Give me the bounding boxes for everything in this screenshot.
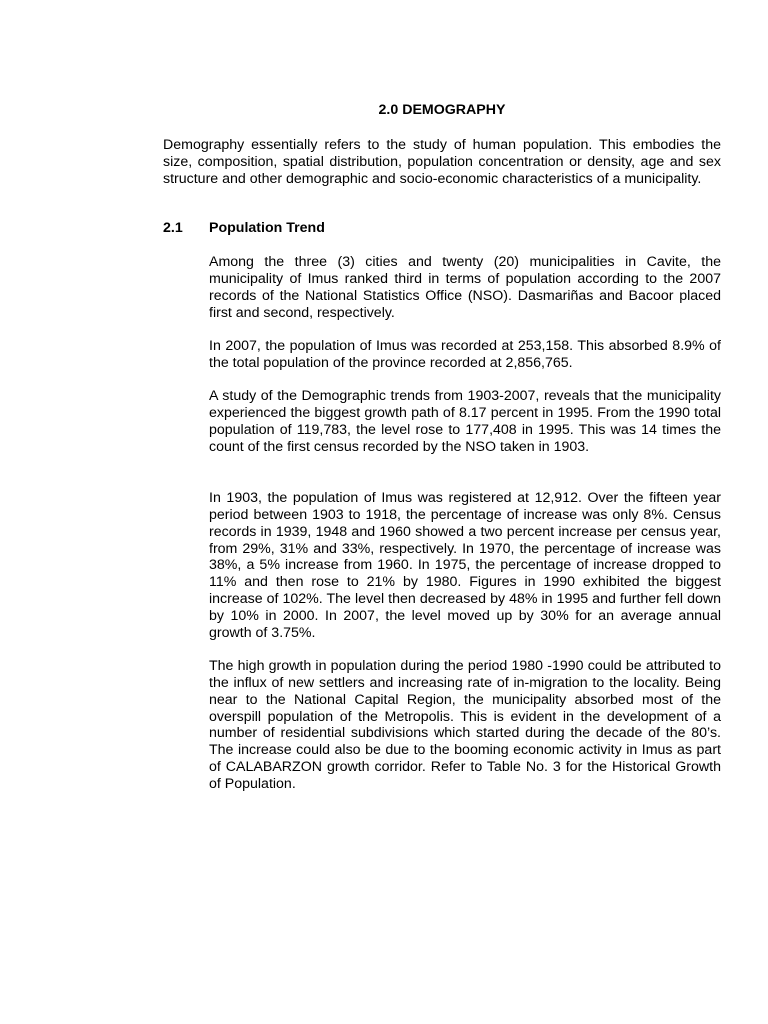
census-history-paragraph: In 1903, the population of Imus was registered at 12,912. Over the fifteen year period between 1903 to 1918, the percentage of increase was only 8%. Census records in 1939, 1948 and 1960 showed a two percent increase per census year, from 29%, 31% and 33%, respectively. In 1970, the percentage of increase was 38%, a 5% increase from 1960. In 1975, the percentage of increase dropped to 11% and then rose to 21% by 1980. Figures in 1990 exhibited the biggest increase of 102%. The level then decreased by 48% in 1995 and further fell down by 10% in 2000. In 2007, the level moved up by 30% for an average annual growth of 3.75%. bbox=[209, 490, 721, 641]
section-heading bbox=[163, 220, 325, 237]
section-title: Population Trend bbox=[209, 220, 325, 236]
section-number: 2.1 bbox=[163, 220, 183, 236]
intro-paragraph: Demography essentially refers to the study of human population. This embodies the size, composition, spatial distribution, population concentration or density, age and sex structure and other demographic and socio-economic characteristics of a municipality. bbox=[163, 137, 721, 187]
population-ranking-paragraph: Among the three (3) cities and twenty (20) municipalities in Cavite, the municipality of Imus ranked third in terms of population according to the 2007 records of the National Statistics Office (NSO). Dasmariñas and Bacoor placed first and second, respectively. bbox=[209, 254, 721, 321]
growth-causes-paragraph: The high growth in population during the period 1980 -1990 could be attributed to the influx of new settlers and increasing rate of in-migration to the locality. Being near to the National Capital Region, the municipality absorbed most of the overspill population of the Metropolis. This is evident in the development of a number of residential subdivisions which started during the decade of the 80’s. The increase could also be due to the booming economic activity in Imus as part of CALABARZON growth corridor. Refer to Table No. 3 for the Historical Growth of Population. bbox=[209, 658, 721, 792]
population-2007-paragraph: In 2007, the population of Imus was recorded at 253,158. This absorbed 8.9% of the total population of the province recorded at 2,856,765. bbox=[209, 338, 721, 371]
demographic-trends-paragraph: A study of the Demographic trends from 1903-2007, reveals that the municipality experienced the biggest growth path of 8.17 percent in 1995. From the 1990 total population of 119,783, the level rose to 177,408 in 1995. This was 14 times the count of the first census recorded by the NSO taken in 1903. bbox=[209, 388, 721, 455]
document-title: 2.0 DEMOGRAPHY bbox=[378, 102, 506, 118]
